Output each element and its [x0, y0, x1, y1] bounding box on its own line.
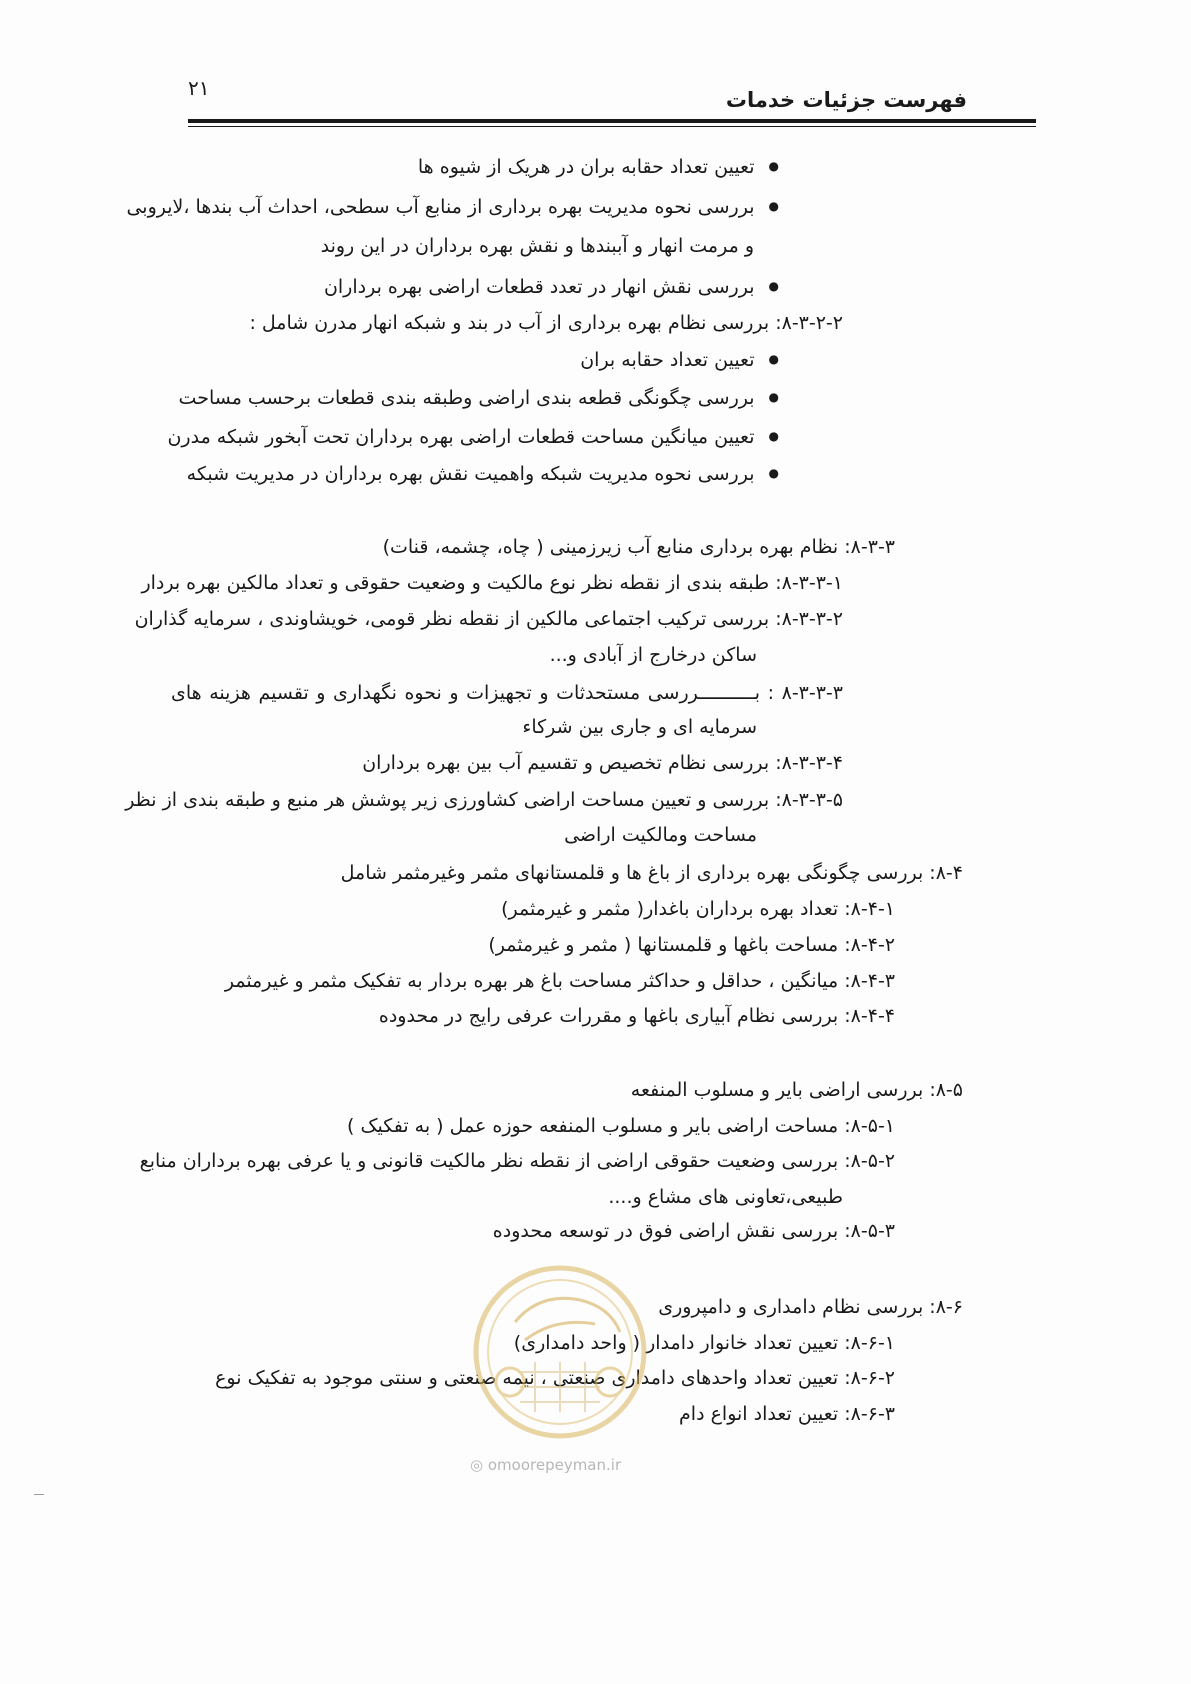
watermark-text: ◎ omoorepeyman.ir	[470, 1456, 622, 1474]
bullet-item: ● تعیین تعداد حقابه بران	[580, 346, 779, 373]
page-header-title: فهرست جزئیات خدمات	[725, 88, 967, 112]
list-item: ۸-۳-۳-۵: بررسی و تعیین مساحت اراضی کشاورزی زیر پوشش هر منبع و طبقه بندی از نظر	[125, 789, 843, 811]
list-item: ۸-۴-۱: تعداد بهره برداران باغدار( مثمر و غیرمثمر)	[501, 898, 895, 920]
list-item: ۸-۶-۱: تعیین تعداد خانوار دامدار ( واحد دامداری)	[513, 1332, 895, 1354]
section-heading-8-3-3: ۸-۳-۳: نظام بهره برداری منابع آب زیرزمینی ( چاه، چشمه، قنات)	[382, 536, 895, 558]
list-item: ۸-۳-۳-۲: بررسی ترکیب اجتماعی مالکین از نقطه نظر قومی، خویشاوندی ، سرمایه گذاران	[134, 608, 843, 630]
list-item: ۸-۴-۳: میانگین ، حداقل و حداکثر مساحت باغ هر بهره بردار به تفکیک مثمر و غیرمثمر	[224, 970, 895, 992]
bullet-item: ● بررسی نحوه مدیریت بهره برداری از منابع آب سطحی، احداث آب بندها ،لایروبی	[126, 193, 779, 220]
list-item-continuation: سرمایه ای و جاری بین شرکاء	[522, 716, 757, 738]
stamp-seal	[470, 1262, 650, 1442]
bullet-item-continuation: و مرمت انهار و آببندها و نقش بهره برداران در این روند	[320, 235, 754, 257]
list-item-continuation: طبیعی،تعاونی های مشاع و....	[608, 1186, 843, 1208]
list-item: ۸-۳-۳-۱: طبقه بندی از نقطه نظر نوع مالکیت و وضعیت حقوقی و تعداد مالکین بهره بردار	[141, 572, 843, 594]
section-heading-8-4: ۸-۴: بررسی چگونگی بهره برداری از باغ ها و قلمستانهای مثمر وغیرمثمر شامل	[340, 862, 963, 884]
page-number: ۲۱	[188, 76, 210, 100]
list-item: ۸-۵-۳: بررسی نقش اراضی فوق در توسعه محدوده	[492, 1220, 895, 1242]
list-item: ۸-۵-۱: مساحت اراضی بایر و مسلوب المنفعه حوزه عمل ( به تفکیک )	[347, 1115, 895, 1137]
section-heading-8-5: ۸-۵: بررسی اراضی بایر و مسلوب المنفعه	[630, 1079, 963, 1101]
list-item: ۸-۳-۳-۴: بررسی نظام تخصیص و تقسیم آب بین بهره برداران	[362, 752, 843, 774]
list-item-continuation: ساکن درخارج از آبادی و...	[549, 644, 757, 666]
list-item: ۸-۳-۳-۳ : بــــــــــررسی مستحدثات و تجهیزات و نحوه نگهداری و تقسیم هزینه های	[171, 682, 843, 704]
list-item: ۸-۶-۳: تعیین تعداد انواع دام	[679, 1403, 895, 1425]
list-item: ۸-۴-۴: بررسی نظام آبیاری باغها و مقررات عرفی رایج در محدوده	[378, 1005, 895, 1027]
margin-mark	[34, 1494, 44, 1495]
bullet-item: ● تعیین میانگین مساحت قطعات اراضی بهره برداران تحت آبخور شبکه مدرن	[167, 423, 779, 450]
section-heading-8-6: ۸-۶: بررسی نظام دامداری و دامپروری	[658, 1296, 963, 1318]
bullet-item: ● بررسی نحوه مدیریت شبکه واهمیت نقش بهره برداران در مدیریت شبکه	[187, 460, 779, 487]
bullet-item: ● بررسی نقش انهار در تعدد قطعات اراضی بهره برداران	[324, 273, 779, 300]
list-item: ۸-۶-۲: تعیین تعداد واحدهای دامداری صنعتی ، نیمه صنعتی و سنتی موجود به تفکیک نوع	[215, 1367, 895, 1389]
list-item: ۸-۴-۲: مساحت باغها و قلمستانها ( مثمر و غیرمثمر)	[488, 934, 895, 956]
bullet-item: ● بررسی چگونگی قطعه بندی اراضی وطبقه بندی قطعات برحسب مساحت	[179, 384, 779, 411]
header-rule-thick	[188, 119, 1036, 123]
bullet-item: ● تعیین تعداد حقابه بران در هریک از شیوه ها	[418, 153, 779, 180]
section-heading-8-3-2-2: ۸-۳-۲-۲: بررسی نظام بهره برداری از آب در بند و شبکه انهار مدرن شامل :	[249, 312, 843, 334]
list-item-continuation: مساحت ومالکیت اراضی	[564, 824, 757, 846]
header-rule-thin	[188, 126, 1036, 127]
list-item: ۸-۵-۲: بررسی وضعیت حقوقی اراضی از نقطه نظر مالکیت قانونی و یا عرفی بهره برداران منابع	[139, 1150, 895, 1172]
